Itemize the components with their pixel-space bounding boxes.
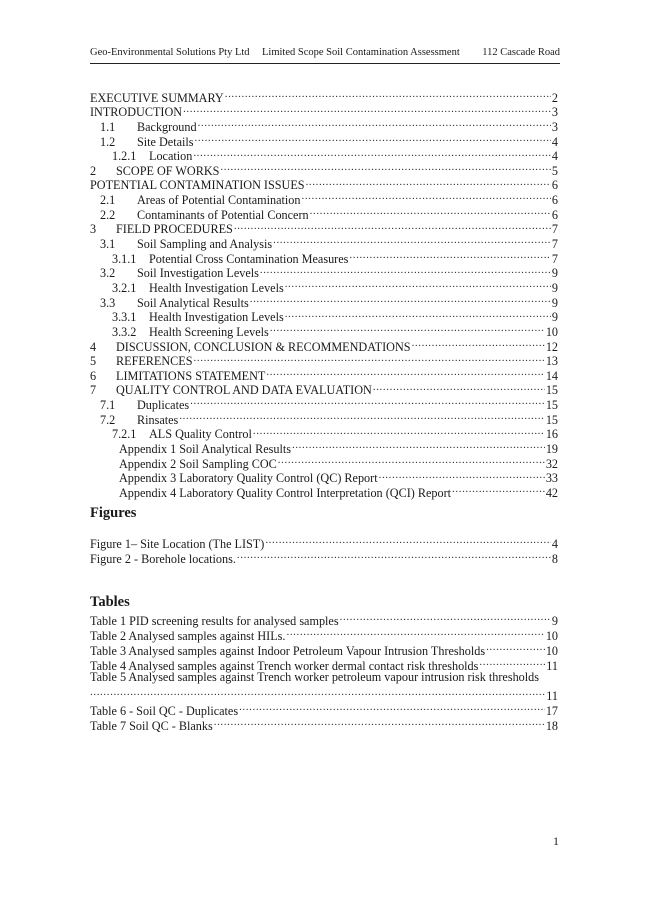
toc-entry-page: 16 [545, 427, 558, 442]
toc-entry-number: 3.2 [100, 266, 116, 281]
toc-entry-page: 4 [551, 149, 558, 164]
dot-leader [198, 116, 551, 131]
dot-leader [486, 640, 545, 655]
dot-leader [310, 204, 551, 219]
toc-entry-page: 9 [551, 280, 558, 295]
toc-entry-title: Contaminants of Potential Concern [137, 207, 309, 222]
toc-entry-title: Soil Investigation Levels [137, 266, 259, 281]
table-entry-title: Table 4 Analysed samples against Trench worker dermal contact risk thresholds [90, 658, 479, 673]
toc-entry-title: POTENTIAL CONTAMINATION ISSUES [90, 178, 305, 193]
dot-leader [340, 610, 551, 625]
toc-entry-title: INTRODUCTION [90, 105, 183, 120]
toc-entry-page: 7 [551, 222, 558, 237]
toc-entry-title: EXECUTIVE SUMMARY [90, 90, 224, 105]
toc-entry-number: 6 [90, 368, 97, 383]
toc-entry-page: 15 [545, 398, 558, 413]
dot-leader [273, 233, 551, 248]
toc-entry-title: LIMITATIONS STATEMENT [116, 368, 266, 383]
toc-entry-title: Soil Sampling and Analysis [137, 237, 273, 252]
table-entry-page: 9 [551, 613, 558, 628]
toc-entry-number: 7.2 [100, 412, 116, 427]
dot-leader [194, 351, 545, 366]
dot-leader [234, 219, 551, 234]
table-entry-title: Table 6 - Soil QC - Duplicates [90, 703, 239, 718]
toc-entry-number: 7.1 [100, 398, 116, 413]
table-entry-page: 18 [545, 718, 558, 733]
toc-entry-number: 2.2 [100, 207, 116, 222]
dot-leader [239, 700, 545, 715]
figure-entry-title: Figure 1– Site Location (The LIST) [90, 536, 265, 551]
header-report-title: Limited Scope Soil Contamination Assessment [262, 47, 460, 58]
dot-leader [190, 394, 545, 409]
toc-entry-page: 33 [545, 471, 558, 486]
figure-entry[interactable] [90, 533, 558, 551]
figure-entry-title: Figure 2 - Borehole locations. [90, 551, 236, 566]
toc-entry-number: 4 [90, 339, 97, 354]
toc-entry-title: REFERENCES [116, 354, 193, 369]
dot-leader [452, 482, 545, 497]
toc-entry-title: Location [149, 149, 193, 164]
toc-entry-number: 7.2.1 [112, 427, 137, 442]
toc-entry-number: 3.1 [100, 237, 116, 252]
toc-entry-number: 5 [90, 354, 97, 369]
toc-entry-page: 10 [545, 324, 558, 339]
toc-entry-page: 42 [545, 485, 558, 500]
toc-entry-page: 32 [545, 456, 558, 471]
table-entry[interactable] [90, 670, 558, 703]
dot-leader [270, 321, 545, 336]
toc-entry-title: Duplicates [137, 398, 190, 413]
dot-leader [183, 102, 551, 117]
toc-entry-page: 9 [551, 295, 558, 310]
dot-leader [285, 277, 551, 292]
table-entry-title: Table 2 Analysed samples against HILs. [90, 628, 286, 643]
toc-entry-page: 5 [551, 163, 558, 178]
dot-leader [179, 409, 545, 424]
dot-leader [292, 438, 545, 453]
dot-leader [253, 424, 545, 439]
toc-entry-number: 3.1.1 [112, 251, 137, 266]
toc-entry-title: Soil Analytical Results [137, 295, 249, 310]
toc-entry-page: 3 [551, 119, 558, 134]
dot-leader [479, 655, 545, 670]
list-of-figures [90, 533, 558, 566]
toc-entry[interactable] [90, 87, 558, 105]
toc-entry-page: 2 [551, 90, 558, 105]
toc-entry-page: 9 [551, 310, 558, 325]
figures-heading: Figures [90, 505, 137, 521]
figure-entry-page: 8 [551, 551, 558, 566]
header-address: 112 Cascade Road [482, 47, 560, 58]
dot-leader [349, 248, 551, 263]
dot-leader [250, 292, 551, 307]
table-entry-title: Table 7 Soil QC - Blanks [90, 718, 213, 733]
page-header [90, 47, 560, 64]
dot-leader [195, 131, 551, 146]
toc-entry-page: 13 [545, 354, 558, 369]
toc-entry-title: Areas of Potential Contamination [137, 193, 301, 208]
toc-entry-title: Appendix 1 Soil Analytical Results [119, 442, 291, 457]
toc-entry-title: FIELD PROCEDURES [116, 222, 233, 237]
dot-leader [214, 715, 545, 730]
toc-entry-title: Background [137, 119, 197, 134]
table-entry-title: Table 1 PID screening results for analysed samples [90, 613, 339, 628]
toc-entry-title: DISCUSSION, CONCLUSION & RECOMMENDATIONS [116, 339, 411, 354]
table-entry-page: 17 [545, 703, 558, 718]
table-of-contents [90, 87, 558, 500]
toc-entry-title: Rinsates [137, 412, 179, 427]
toc-entry-number: 1.2.1 [112, 149, 137, 164]
table-entry-title: Table 3 Analysed samples against Indoor Petroleum Vapour Intrusion Thresholds [90, 643, 486, 658]
toc-entry-page: 3 [551, 105, 558, 120]
table-entry[interactable] [90, 700, 558, 718]
toc-entry-number: 1.1 [100, 119, 116, 134]
toc-entry-page: 14 [545, 368, 558, 383]
toc-entry-title: Health Investigation Levels [149, 310, 284, 325]
toc-entry-number: 3.3.1 [112, 310, 137, 325]
toc-entry-page: 19 [545, 442, 558, 457]
table-entry-page: 10 [545, 643, 558, 658]
table-entry[interactable] [90, 610, 558, 628]
toc-entry-page: 4 [551, 134, 558, 149]
dot-leader [265, 533, 551, 548]
toc-entry-number: 3.3 [100, 295, 116, 310]
toc-entry-title: Potential Cross Contamination Measures [149, 251, 349, 266]
toc-entry-number: 2.1 [100, 193, 116, 208]
dot-leader [237, 548, 551, 563]
toc-entry-page: 12 [545, 339, 558, 354]
table-entry-page: 11 [546, 658, 558, 673]
toc-entry-title: QUALITY CONTROL AND DATA EVALUATION [116, 383, 372, 398]
dot-leader [286, 625, 544, 640]
dot-leader [306, 175, 551, 190]
toc-entry-page: 6 [551, 193, 558, 208]
toc-entry-title: Appendix 3 Laboratory Quality Control (QC) Report [119, 471, 378, 486]
tables-heading: Tables [90, 594, 130, 610]
toc-entry-title: SCOPE OF WORKS [116, 163, 220, 178]
dot-leader [412, 336, 545, 351]
toc-entry-number: 3.2.1 [112, 280, 137, 295]
list-of-tables [90, 610, 558, 733]
toc-entry-title: ALS Quality Control [149, 427, 252, 442]
toc-entry-title: Appendix 2 Soil Sampling COC [119, 456, 277, 471]
toc-entry-title: Health Screening Levels [149, 324, 269, 339]
toc-entry-page: 9 [551, 266, 558, 281]
header-company: Geo-Environmental Solutions Pty Ltd [90, 47, 250, 58]
dot-leader [285, 307, 551, 322]
dot-leader [220, 160, 551, 175]
toc-entry-page: 15 [545, 383, 558, 398]
table-entry-page: 11 [546, 688, 558, 703]
toc-entry-title: Site Details [137, 134, 194, 149]
dot-leader [225, 87, 551, 102]
toc-entry-page: 15 [545, 412, 558, 427]
toc-entry-number: 7 [90, 383, 97, 398]
table-entry-page: 10 [545, 628, 558, 643]
figure-entry-page: 4 [551, 536, 558, 551]
toc-entry-number: 1.2 [100, 134, 116, 149]
toc-entry-title: Appendix 4 Laboratory Quality Control Interpretation (QCI) Report [119, 485, 452, 500]
dot-leader [379, 468, 545, 483]
dot-leader [193, 146, 551, 161]
toc-entry-number: 2 [90, 163, 97, 178]
toc-entry-page: 6 [551, 207, 558, 222]
dot-leader [301, 189, 550, 204]
toc-entry-number: 3.3.2 [112, 324, 137, 339]
toc-entry-page: 6 [551, 178, 558, 193]
dot-leader [260, 263, 551, 278]
table-entry-title: Table 5 Analysed samples against Trench worker petroleum vapour intrusion risk thresholds [90, 670, 539, 684]
page-number: 1 [553, 834, 559, 848]
dot-leader [90, 685, 545, 700]
dot-leader [373, 380, 545, 395]
toc-entry-page: 7 [551, 251, 558, 266]
toc-entry-title: Health Investigation Levels [149, 280, 284, 295]
dot-leader [278, 453, 545, 468]
toc-entry-number: 3 [90, 222, 97, 237]
toc-entry-page: 7 [551, 237, 558, 252]
dot-leader [266, 365, 544, 380]
